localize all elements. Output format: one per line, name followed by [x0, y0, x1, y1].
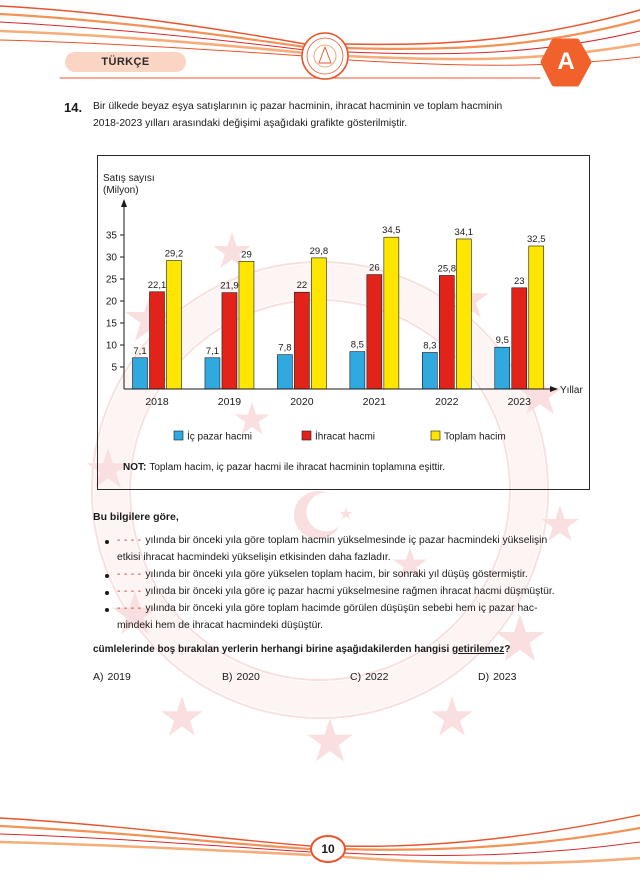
- data-label-total-2018: 29,2: [164, 248, 184, 260]
- statement-text: yılında bir önceki yıla göre yükselen toplam hacim, bir sonraki yıl düşüş göstermiştir.: [145, 569, 528, 580]
- question-intro-line: 2018-2023 yılları arasındaki değişimi aşağıdaki grafikte gösterilmiştir.: [93, 118, 408, 129]
- data-label-domestic-market-2019: 7,1: [205, 345, 220, 357]
- bar-export-2020: [294, 292, 309, 389]
- question-intro-line: Bir ülkede beyaz eşya satışlarının iç pazar hacminin, ihracat hacminin ve toplam hacminin: [93, 101, 503, 112]
- swoosh-line: [0, 826, 310, 849]
- data-label-total-2021: 34,5: [382, 225, 401, 237]
- data-label-export-2023: 23: [513, 275, 525, 287]
- bullet-dot: [105, 591, 109, 595]
- y-tick-label: 25: [105, 274, 117, 286]
- data-label-total-2022: 34,1: [454, 226, 474, 238]
- x-tick-label: 2018: [145, 396, 169, 408]
- statement-4: [105, 601, 537, 634]
- bar-chart: [98, 156, 589, 489]
- option-d[interactable]: [478, 670, 516, 684]
- option-text: 2022: [365, 671, 389, 683]
- bar-domestic-market-2018: [133, 358, 148, 389]
- note-text: Toplam hacim, iç pazar hacmi ile ihracat hacminin toplamına eşittir.: [149, 462, 446, 473]
- data-label-export-2020: 22: [296, 280, 308, 292]
- bar-domestic-market-2023: [495, 347, 510, 389]
- bar-export-2023: [512, 288, 527, 389]
- y-tick-label: 30: [105, 252, 117, 264]
- bar-domestic-market-2019: [205, 358, 220, 389]
- swoosh-line: [344, 815, 640, 846]
- data-label-domestic-market-2023: 9,5: [495, 335, 509, 347]
- x-tick-label: 2019: [217, 396, 242, 408]
- x-axis-title: Yıllar: [560, 385, 583, 396]
- option-a[interactable]: [93, 670, 131, 684]
- bar-export-2022: [439, 275, 454, 389]
- legend-swatch-domestic-market: [174, 431, 183, 440]
- data-label-export-2022: 25,8: [437, 263, 457, 275]
- chart-frame: [97, 155, 590, 490]
- option-b[interactable]: [222, 670, 260, 684]
- question-lead: Bu bilgilere göre,: [93, 511, 179, 523]
- x-tick-label: 2023: [507, 396, 531, 408]
- legend-label-export: İhracat hacmi: [315, 431, 376, 443]
- legend-swatch-export: [302, 431, 311, 440]
- statement-line: mindeki hem de ihracat hacmindeki düşüştür.: [117, 619, 324, 631]
- option-letter: D): [478, 671, 490, 683]
- data-label-total-2023: 32,5: [527, 234, 546, 245]
- data-label-domestic-market-2020: 7,8: [278, 342, 292, 354]
- bar-export-2018: [150, 292, 165, 389]
- y-tick-label: 15: [105, 318, 117, 330]
- y-tick-label: 35: [105, 230, 117, 242]
- ministry-logo: [302, 33, 348, 79]
- y-tick-label: 5: [111, 362, 117, 374]
- subject-badge: [65, 52, 186, 72]
- data-label-export-2018: 22,1: [147, 279, 167, 291]
- data-label-total-2020: 29,8: [309, 245, 329, 257]
- bullet-dot: [105, 608, 109, 612]
- option-text: 2019: [107, 671, 131, 683]
- y-tick-label: 20: [105, 296, 117, 308]
- bullet-dot: [105, 574, 109, 578]
- y-axis-arrow: [121, 199, 127, 207]
- data-label-export-2021: 26: [369, 262, 380, 274]
- statement-text: yılında bir önceki yıla göre toplam hacimde görülen düşüşün sebebi hem iç pazar hac-: [145, 603, 538, 614]
- booklet-letter: A: [557, 48, 575, 75]
- statement-3: [105, 584, 555, 601]
- bar-export-2021: [367, 275, 382, 389]
- bar-domestic-market-2021: [350, 352, 365, 389]
- bullet-dot: [105, 540, 109, 544]
- data-label-domestic-market-2021: 8,5: [350, 339, 364, 351]
- option-text: 2023: [493, 671, 517, 683]
- y-axis-unit: (Milyon): [103, 185, 139, 196]
- bar-total-2021: [384, 237, 399, 389]
- statement-line: etkisi ihracat hacmindeki yükselişin etkisinden daha fazladır.: [117, 551, 391, 563]
- stem-end: ?: [504, 644, 511, 655]
- x-tick-label: 2022: [435, 396, 459, 408]
- statement-text: yılında bir önceki yıla göre toplam hacmin yükselmesinde iç pazar hacmindeki yükselişin: [145, 535, 548, 546]
- option-letter: C): [350, 671, 362, 683]
- option-letter: A): [93, 671, 104, 683]
- statement-line: [117, 567, 528, 584]
- bar-total-2018: [167, 261, 182, 389]
- statement-1: [105, 533, 547, 566]
- x-axis-arrow: [550, 386, 558, 392]
- logo-outer-ring: [302, 33, 348, 79]
- blank-placeholder: - - - -: [117, 569, 142, 580]
- swoosh-line: [0, 14, 305, 47]
- statement-2: [105, 567, 528, 584]
- page-number: 10: [321, 842, 335, 856]
- data-label-export-2019: 21,9: [220, 280, 239, 292]
- bar-domestic-market-2020: [277, 355, 292, 389]
- note-label: NOT:: [123, 462, 147, 473]
- y-tick-label: 10: [105, 340, 117, 352]
- data-label-total-2019: 29: [241, 249, 252, 261]
- statement-line: [117, 584, 555, 601]
- option-c[interactable]: [350, 670, 388, 684]
- question-stem: [93, 643, 510, 657]
- bar-total-2019: [239, 261, 254, 389]
- legend-label-total: Toplam hacim: [444, 431, 506, 443]
- option-letter: B): [222, 671, 233, 683]
- bar-total-2022: [456, 239, 471, 389]
- subject-label: TÜRKÇE: [101, 56, 150, 68]
- bar-total-2023: [529, 246, 544, 389]
- swoosh-line: [345, 10, 640, 44]
- stem-text: cümlelerinde boş bırakılan yerlerin herhangi birine aşağıdakilerden hangisi: [93, 644, 453, 655]
- statement-line: [117, 533, 547, 550]
- data-label-domestic-market-2022: 8,3: [423, 340, 437, 352]
- legend-label-domestic-market: İç pazar hacmi: [187, 431, 253, 443]
- y-axis-title: Satış sayısı: [103, 173, 155, 184]
- bar-export-2019: [222, 293, 237, 389]
- blank-placeholder: - - - -: [117, 535, 142, 546]
- data-label-domestic-market-2018: 7,1: [133, 345, 147, 357]
- option-text: 2020: [236, 671, 260, 683]
- swoosh-line: [344, 857, 640, 863]
- legend-swatch-total: [431, 431, 440, 440]
- blank-placeholder: - - - -: [117, 586, 142, 597]
- statement-line: [117, 601, 537, 618]
- chart-note: [123, 461, 445, 475]
- bar-total-2020: [311, 258, 326, 389]
- stem-emphasis: getirilemez: [452, 644, 505, 655]
- x-tick-label: 2020: [290, 396, 314, 408]
- bar-domestic-market-2022: [422, 352, 437, 389]
- blank-placeholder: - - - -: [117, 603, 142, 614]
- question-number: 14.: [64, 100, 83, 115]
- x-tick-label: 2021: [362, 396, 387, 408]
- statement-text: yılında bir önceki yıla göre iç pazar hacmi yükselmesine rağmen ihracat hacmi düşmüştür.: [145, 586, 555, 597]
